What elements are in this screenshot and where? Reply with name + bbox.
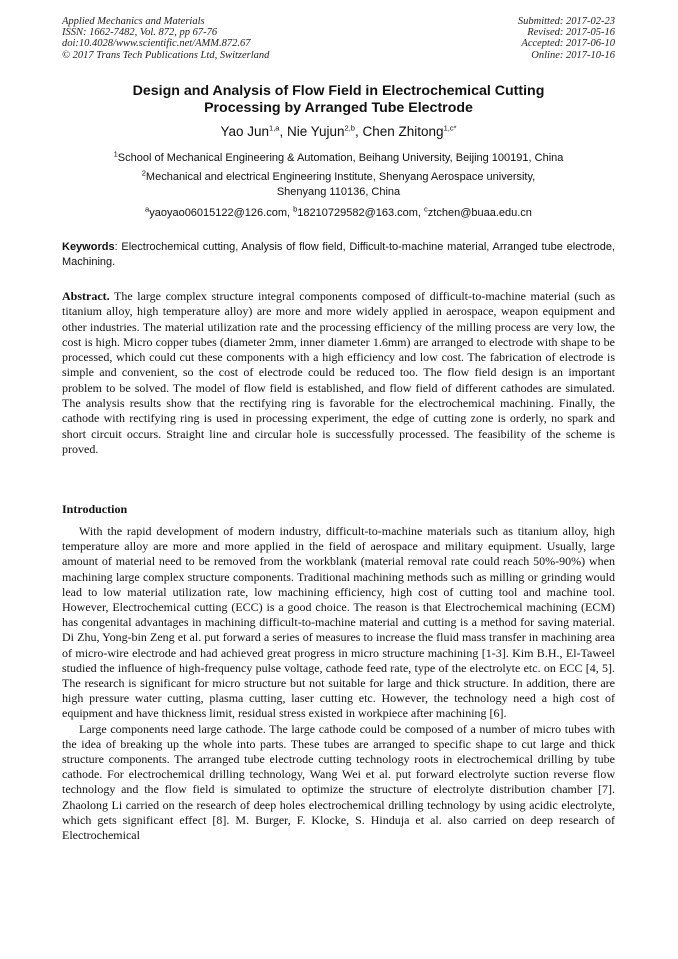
copyright-line: © 2017 Trans Tech Publications Ltd, Switzerland — [62, 49, 270, 61]
abstract-block — [62, 289, 615, 457]
author-list — [62, 123, 615, 140]
affiliation-1 — [62, 151, 615, 166]
author-sup: 1,a — [269, 123, 280, 133]
abstract-label: Abstract. — [62, 289, 110, 303]
affiliation-sup: 1 — [113, 149, 118, 159]
revised-date: Revised: 2017-05-16 — [527, 27, 615, 39]
affiliation-text: Shenyang 110136, China — [276, 186, 401, 198]
affiliation-2 — [62, 170, 615, 200]
author-name: Yao Jun — [220, 124, 270, 139]
author-sup: 2,b — [344, 123, 355, 133]
body-paragraph: Large components need large cathode. The large cathode could be composed of a number of micro tubes with the idea of breaking up the whole into parts. These tubes are arranged to specific shape to cut large and thick structure components. The arranged tube electrode cutting technology roots in electrochemical drilling by tube cathode. For electrochemical drilling technology, Wang Wei et al. put forward electrolyte suction reverse flow technology and the flow field is simulated to optimize the structure of electrolyte distribution chamber [7]. Zhaolong Li carried on the research of deep holes electrochemical drilling technology by using acidic electrolyte, which gets significant effect [8]. M. Burger, F. Klocke, S. Hinduja et al. also carried on deep research of Electrochemical — [62, 721, 615, 843]
introduction-body — [62, 524, 615, 843]
issn-line: ISSN: 1662-7482, Vol. 872, pp 67-76 — [62, 27, 218, 39]
email-address[interactable]: ztchen@buaa.edu.cn — [427, 207, 532, 219]
title-line-1: Design and Analysis of Flow Field in Electrochemical Cutting — [132, 83, 545, 99]
email-sup: b — [293, 204, 298, 214]
author-name: Chen Zhitong — [362, 124, 444, 139]
email-address[interactable]: yaoyao06015122@126.com, — [149, 207, 294, 219]
email-list — [62, 206, 615, 221]
author-name: Nie Yujun — [287, 124, 345, 139]
affiliation-text: School of Mechanical Engineering & Automation, Beihang University, Beijing 100191, China — [117, 152, 564, 164]
journal-name: Applied Mechanics and Materials — [62, 16, 205, 27]
affiliation-text: Mechanical and electrical Engineering Institute, Shenyang Aerospace university, — [145, 171, 536, 183]
introduction-heading: Introduction — [62, 502, 128, 516]
accepted-date: Accepted: 2017-06-10 — [521, 38, 615, 50]
keywords-label: Keywords — [62, 241, 115, 253]
keywords-block — [62, 240, 615, 270]
paper-title — [62, 83, 615, 117]
author-separator: , — [279, 124, 287, 139]
abstract-text: The large complex structure integral components composed of difficult-to-machine material (such as titanium alloy, high temperature alloy) are more and more widely applied in aerospace, weapon equipment and other industries. The material utilization rate and the processing efficiency of the milling process are very low, the cost is high. Micro copper tubes (diameter 2mm, inner diameter 1.6mm) are arranged to electrode with shape to be processed, which could cut these components with a high efficiency and low cost. The fabrication of electrode is simple and convenient, so the cost of electrode could be reduced too. The flow field design is an important problem to be solved. The model of flow field is established, and flow field of different cathodes are simulated. The analysis results show that the rectifying ring is favorable for the electrochemical machining. Finally, the cathode with rectifying ring is used in processing experiment, the edge of cutting zone is orderly, no spark and short circuit occurs. Straight line and circular hole is successfully processed. The feasibility of the scheme is proved. — [62, 289, 615, 456]
header-left — [62, 16, 269, 61]
email-sup: c — [424, 204, 428, 214]
submitted-date: Submitted: 2017-02-23 — [517, 16, 615, 27]
email-address[interactable]: 18210729582@163.com, — [297, 207, 425, 219]
body-paragraph: With the rapid development of modern industry, difficult-to-machine materials such as titanium alloy, high temperature alloy are more and more applied in the field of aerospace and military equipment. Usually, large amount of material need to be removed from the workblank (material removal rate could reach 50%-90%) when machining large complex structure components. Traditional machining methods such as milling or grinding would lead to low material utilization rate, low machining efficiency, high cost of cutting tool and machine tool. However, Electrochemical cutting (ECC) is a good choice. The reason is that Electrochemical machining (ECM) has congenital advantages in machining difficult-to-machine material and cutting is a method for saving material. Di Zhu, Yong-bin Zeng et al. put forward a series of measures to increase the fluid mass transfer in machining area of micro-wire electrode and had achieved great progress in micro structure machining [1-3]. Kim B.H., El-Taweel studied the influence of high-frequency pulse voltage, cathode feed rate, type of the electrolyte etc. on ECC [4, 5]. The research is significant for micro structure but not suitable for large and thick structure. In addition, there are high pressure water cutting, plasma cutting, laser cutting etc. However, the technology need a high cost of equipment and have thickness limit, residual stress existed in workpiece after machining [6]. — [62, 524, 615, 721]
title-line-2: Processing by Arranged Tube Electrode — [204, 100, 473, 116]
author-separator: , — [354, 124, 363, 139]
header-right — [518, 16, 615, 61]
doi-link[interactable]: doi:10.4028/www.scientific.net/AMM.872.67 — [62, 38, 251, 50]
affiliation-sup: 2 — [141, 168, 146, 178]
keywords-text: : Electrochemical cutting, Analysis of flow field, Difficult-to-machine material, Arranged tube electrode, Machining. — [62, 241, 615, 268]
author-sup: 1,c* — [443, 123, 457, 133]
email-sup: a — [145, 204, 150, 214]
online-date: Online: 2017-10-16 — [531, 49, 615, 61]
